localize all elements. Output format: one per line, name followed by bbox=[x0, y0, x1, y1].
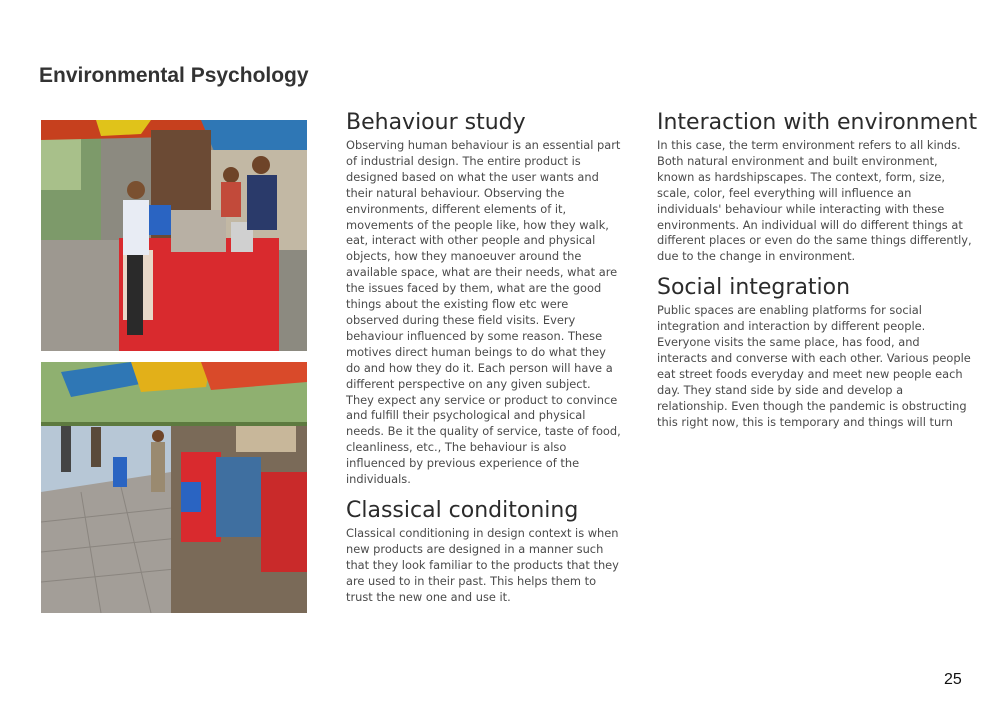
interaction-section bbox=[657, 110, 978, 265]
social-integration-heading: Social integration bbox=[657, 275, 851, 301]
street-food-stall-image bbox=[41, 120, 307, 351]
behaviour-study-section bbox=[346, 110, 621, 488]
page-number: 25 bbox=[944, 671, 962, 688]
interaction-body: In this case, the term environment refers to all kinds. Both natural environment and built environment, known as hardshipscapes. The context, form, size, scale, color, feel everything will influence an individuals' behaviour while interacting with these environments. An individual will do different things at different places or even do the same things differently, due to the change in environment. bbox=[657, 138, 972, 264]
street-vendors-row-image bbox=[41, 362, 307, 613]
classical-conditioning-body: Classical conditioning in design context is when new products are designed in a manner such that they look familiar to the products that they are used to in their past. This helps them to trust the new one and use it. bbox=[346, 525, 619, 604]
street-food-stall-photo bbox=[41, 120, 307, 351]
page-title: Environmental Psychology bbox=[39, 64, 309, 87]
right-text-column bbox=[657, 110, 978, 441]
behaviour-study-body: Observing human behaviour is an essential part of industrial design. The entire product is designed based on what the user wants and their natural behaviour. Observing the environments, different elements of it, movements of the people like, how they walk, eat, interact with other people and physical objects, how they manoeuver around the available space, what are their needs, what are the issues faced by them, what are the good things about the existing flow etc were observed during these field visits. Every behaviour influenced by some reason. These motives direct human beings to do what they do and how they do it. Each person will have a different perspective on any given subject. They expect any service or product to convince and fulfill their psychological and physical needs. Be it the quality of service, taste of food, cleanliness, etc., The behaviour is also influenced by previous experience of the individuals. bbox=[346, 138, 621, 487]
classical-conditioning-heading: Classical conditoning bbox=[346, 497, 579, 523]
social-integration-body: Public spaces are enabling platforms for social integration and interaction by different people. Everyone visits the same place, has food, and interacts and converse with each other. Various people eat street foods everyday and meet new people each day. They stand side by side and develop a relationship. Even though the pandemic is obstructing this right now, this is temporary and things will turn bbox=[657, 303, 971, 429]
social-integration-section bbox=[657, 275, 973, 430]
classical-conditioning-section bbox=[346, 498, 621, 606]
behaviour-study-heading: Behaviour study bbox=[346, 110, 526, 135]
interaction-heading: Interaction with environment bbox=[657, 110, 978, 135]
street-vendors-row-photo bbox=[41, 362, 307, 613]
left-text-column bbox=[346, 110, 621, 615]
